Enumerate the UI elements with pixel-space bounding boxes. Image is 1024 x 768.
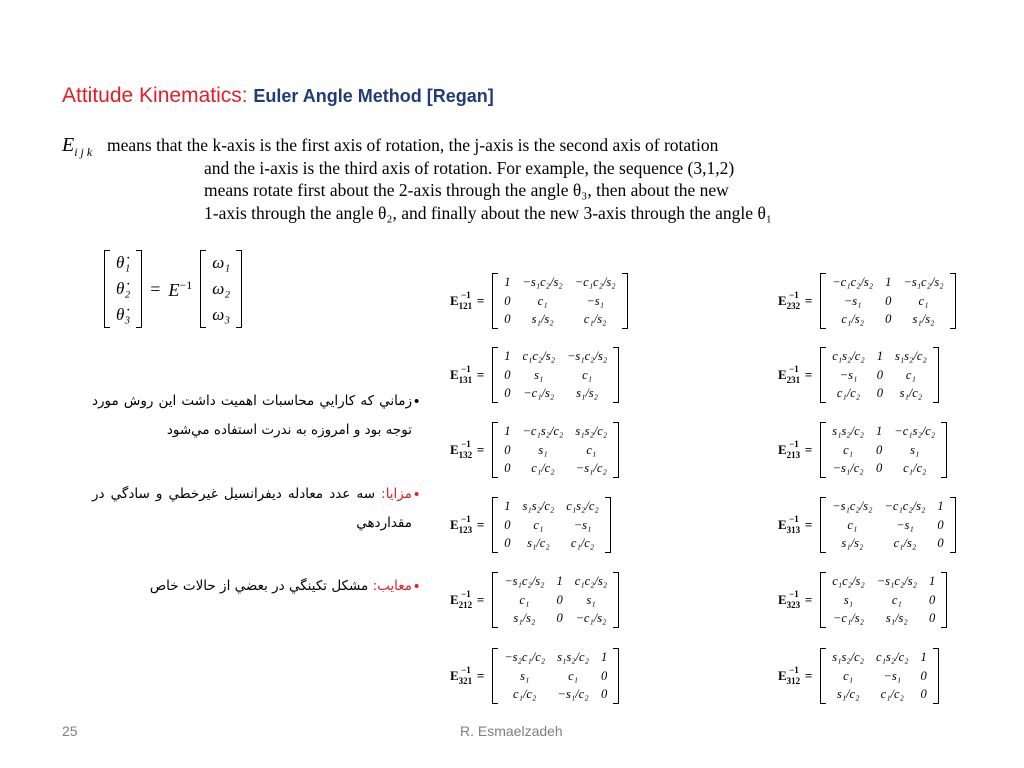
equals-sign: = [150,278,161,299]
matrix-cell: c₁ [918,293,929,308]
matrix-cell: c₁/c₂ [531,461,555,475]
matrix [820,572,947,628]
matrix-cell: c₁c₂/s₂ [832,574,865,588]
omega-1: ω₁ [212,253,231,272]
advantages-label: مزايا: [381,486,412,502]
matrix-cell: c₁ [847,517,858,532]
title-sub: Euler Angle Method [Regan] [253,86,494,106]
matrix-cell: 1 [556,574,563,588]
definition-paragraph [62,134,887,224]
disadvantages-label: معايب: [372,578,412,594]
matrix-cell: −s₁ [586,293,604,308]
matrix-cell: −c₁s₂/c₂ [522,424,564,438]
omega-3: ω₃ [212,305,231,324]
definition-symbol: $E_{i j k}$ [62,134,93,159]
matrix-cell: s₁/s₂ [912,312,935,326]
matrix-cell: s₁ [534,367,544,382]
matrix-entry [778,572,947,628]
matrix-label: E 321 −1 = [450,664,485,686]
matrix-label: E 121 −1 = [450,289,485,311]
matrix-cell: 1 [504,499,511,513]
matrix-cell: −s₁/c₂ [575,461,607,475]
bullet-note [92,387,412,445]
matrix-cell: c₁s₂/c₂ [566,499,599,513]
matrix-cell: c₁ [586,442,597,457]
matrix-cell: s₁/c₂ [899,386,923,400]
matrix-cell: c₁/c₂ [903,461,927,475]
matrix-cell: c₁/c₂ [513,687,537,701]
matrix-entry [778,648,939,704]
matrix-cell: −s₁c₂/s₂ [876,574,917,588]
matrix-cell: 0 [600,668,608,683]
matrix-cell: 1 [876,349,883,363]
inverse-matrix-symbol: $E^{-1}$ [168,277,193,300]
matrix-cell: −s₁ [839,367,858,382]
matrix-cell: 1 [504,424,511,438]
matrix-cell: s₁/s₂ [576,386,599,400]
matrix-cell: c₁/s₂ [583,312,607,326]
matrix-cell: 0 [920,668,927,683]
matrix-cell: −c₁s₂/c₂ [894,424,936,438]
matrix-label: E 323 −1 = [778,588,813,610]
matrix-cell: 1 [885,275,892,289]
matrix-cell: c₁s₂/c₂ [832,349,865,363]
matrix-cell: s₁s₂/c₂ [557,650,589,664]
theta-dot-2: θ̇₂ [116,279,131,298]
matrix-cell: 0 [600,687,608,701]
bullet-text: زماني كه كارايي محاسبات اهميت داشت اين روش مورد توجه بود و امروزه به ندرت استفاده مي‌شود [92,393,412,438]
matrix-cell: c₁ [519,592,530,607]
matrix [492,422,619,478]
bullet-dot: • [414,578,420,595]
page-number: 25 [62,723,78,739]
matrix-cell: c₁ [843,442,854,457]
matrix-cell: −s₁c₂/s₂ [522,275,563,289]
matrix-cell: −s₁/c₂ [557,687,589,701]
matrix [820,273,955,329]
matrix-cell: 1 [876,424,883,438]
matrix-cell: 0 [876,461,883,475]
matrix-cell: c₁ [843,668,854,683]
matrix-cell: c₁/c₂ [836,386,861,400]
matrix-cell: −c₁c₂/s₂ [574,275,616,289]
matrix-cell: c₁ [568,668,578,683]
matrix [820,497,955,553]
matrix-cell: 0 [876,367,883,382]
definition-line: 1-axis through the angle θ₂, and finally about the new 3-axis through the angle θ₁ [204,202,772,223]
matrix-cell: 1 [937,499,944,513]
matrix-cell: −s₁/c₂ [832,461,864,475]
matrix-entry [778,497,956,553]
matrix-cell: s₁s₂/c₂ [832,650,865,664]
matrix-cell: 0 [504,536,511,550]
theta-dot-1: θ̇₁ [116,253,131,272]
matrix-cell: 0 [504,442,511,457]
matrix-cell: −c₁/s₂ [575,611,607,625]
matrix-entry [450,572,619,628]
matrix-entry [778,347,939,403]
matrix-cell: c₁ [891,592,902,607]
matrix-cell: −s₁ [896,517,914,532]
matrix [492,497,611,553]
matrix [820,422,947,478]
matrix-cell: c₁ [905,367,916,382]
matrix-cell: c₁/c₂ [880,687,904,701]
matrix-cell: −s₁ [843,293,862,308]
matrix-cell: s₁/s₂ [885,611,908,625]
matrix-cell: c₁/s₂ [893,536,917,550]
omega-vector [200,250,242,328]
matrix-label: E 213 −1 = [778,438,813,460]
matrix-cell: c₁s₂/c₂ [876,650,909,664]
matrix [492,347,619,403]
matrix-cell: s₁/c₂ [527,536,550,550]
bullet-dot: • [414,486,420,503]
matrix-cell: 0 [504,312,511,326]
matrix-label: E 131 −1 = [450,363,485,385]
matrix-cell: 0 [937,517,944,532]
matrix-cell: c₁ [582,367,593,382]
matrix-cell: 1 [504,349,511,363]
matrix-cell: s₁/s₂ [841,536,864,550]
matrix-cell: −s₁c₂/s₂ [903,275,944,289]
slide-title [62,84,494,108]
matrix-cell: −c₁/s₂ [523,386,555,400]
matrix-cell: s₁s₂/c₂ [575,424,608,438]
matrix-cell: 1 [920,650,927,664]
matrix-cell: c₁c₂/s₂ [522,349,555,363]
matrix-cell: −s₁ [573,517,592,532]
matrix-cell: 1 [600,650,608,664]
matrix-cell: s₁/s₂ [531,312,554,326]
matrix-cell: 0 [876,386,883,400]
matrix [820,347,939,403]
kinematic-equation [104,250,242,328]
matrix-cell: c₁/s₂ [841,312,864,326]
matrix-entry [450,273,628,329]
matrix-cell: s₁/s₂ [513,611,536,625]
matrix-cell: 1 [504,275,511,289]
definition-line: and the i-axis is the third axis of rotation. For example, the sequence (3,1,2) [204,157,735,178]
matrix-label: E 312 −1 = [778,664,813,686]
matrix [820,648,939,704]
omega-2: ω₂ [212,279,231,298]
matrix-cell: 0 [885,293,892,308]
matrix-cell: −s₁c₂/s₂ [504,574,545,588]
matrix-entry [450,422,619,478]
matrix-cell: −s₁ [883,668,902,683]
matrix-cell: s₁s₂/c₂ [522,499,555,513]
matrix [492,648,619,704]
matrix-cell: −c₁c₂/s₂ [832,275,874,289]
matrix-cell: c₁ [537,293,548,308]
matrix-cell: 0 [504,367,511,382]
matrix-cell: c₁/c₂ [570,536,595,550]
matrix-cell: s₁ [520,668,530,683]
matrix-label: E 123 −1 = [450,513,485,535]
matrix [492,572,619,628]
matrix-cell: −c₁c₂/s₂ [884,499,926,513]
matrix-cell: s₁s₂/c₂ [832,424,865,438]
matrix-cell: s₁ [843,592,854,607]
matrix-cell: s₁s₂/c₂ [894,349,927,363]
matrix-cell: 0 [920,687,927,701]
matrix-entry [778,422,947,478]
matrix-cell: 0 [937,536,944,550]
matrix-cell: 0 [928,611,936,625]
bullet-text: مشكل تكينگي در بعضي از حالات خاص [149,578,373,594]
matrix-cell: 0 [504,517,511,532]
definition-line: means that the k-axis is the first axis of rotation, the j-axis is the second axis of rotation [107,135,719,155]
bullet-disadvantages [92,572,412,601]
matrix-cell: 0 [504,386,511,400]
matrix-cell: 0 [928,592,936,607]
matrix-entry [450,497,611,553]
author-name: R. Esmaelzadeh [460,723,563,739]
matrix-cell: 1 [928,574,936,588]
matrix-label: E 212 −1 = [450,588,485,610]
matrix-cell: 0 [556,592,563,607]
matrix-cell: 0 [556,611,563,625]
matrix-cell: 0 [504,293,511,308]
matrix-cell: c₁ [533,517,544,532]
matrix-label: E 132 −1 = [450,438,485,460]
theta-dot-3: θ̇₃ [116,305,131,324]
matrix-cell: s₁ [538,442,548,457]
matrix-cell: 0 [876,442,883,457]
matrix-cell: s₁ [910,442,920,457]
matrix-label: E 231 −1 = [778,363,813,385]
matrix-cell: −s₁c₂/s₂ [832,499,873,513]
matrix-label: E 232 −1 = [778,289,813,311]
matrix-cell: −s₁c₂/s₂ [566,349,608,363]
bullet-text: سه عدد معادله ديفرانسيل غيرخطي و سادگي در مقداردهي [92,486,412,531]
bullet-advantages [92,480,412,538]
matrix-entry [450,347,619,403]
matrix-cell: −c₁/s₂ [832,611,864,625]
matrix-cell: 0 [504,461,511,475]
matrix-cell: c₁c₂/s₂ [574,574,608,588]
definition-line: means rotate first about the 2-axis through the angle θ₃, then about the new [204,180,729,200]
bullet-dot: • [414,393,420,410]
matrix-label: E 313 −1 = [778,513,813,535]
matrix-entry [778,273,956,329]
theta-dot-vector [104,250,142,328]
matrix-cell: s₁/c₂ [836,687,860,701]
matrix-entry [450,648,619,704]
matrix-cell: s₁ [586,592,596,607]
title-main: Attitude Kinematics: [62,84,254,107]
matrix [492,273,627,329]
matrix-cell: −s₂c₁/c₂ [504,650,546,664]
matrix-cell: 0 [885,312,892,326]
